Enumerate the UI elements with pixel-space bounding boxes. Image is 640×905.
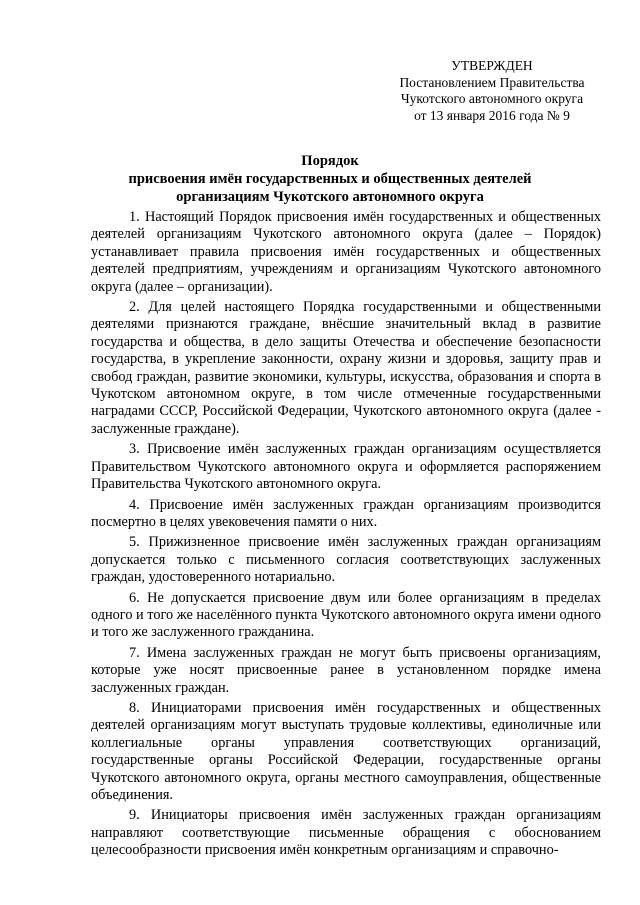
title-line-3: организациям Чукотского автономного округа <box>176 189 484 205</box>
paragraph-1: 1. Настоящий Порядок присвоения имён государственных и общественных деятелей организациям Чукотского автономного округа (далее – Порядок) устанавливает правила присвоения имён государственных и общественных деятелей предприятиям, учреждениям и организациям Чукотского автономного округа (далее – организации). <box>91 209 601 295</box>
paragraph-7: 7. Имена заслуженных граждан не могут быть присвоены организациям, которые уже носят присвоенные ранее в установленном порядке имена заслуженных граждан. <box>91 644 601 696</box>
paragraph-4: 4. Присвоение имён заслуженных граждан организациям производится посмертно в целях увековечения памяти о них. <box>91 496 601 530</box>
approval-stamp <box>392 58 592 124</box>
approval-authority: Чукотского автономного округа <box>400 91 584 106</box>
document-title <box>60 152 600 206</box>
paragraph-5: 5. Прижизненное присвоение имён заслуженных граждан организациям допускается только с письменного согласия соответствующих заслуженных граждан, удостоверенного нотариально. <box>91 534 601 586</box>
paragraph-3: 3. Присвоение имён заслуженных граждан организациям осуществляется Правительством Чукотского автономного округа и оформляется распоряжением Правительства Чукотского автономного округа. <box>91 441 601 493</box>
document-body <box>91 209 601 863</box>
paragraph-8: 8. Инициаторами присвоения имён государственных и общественных деятелей организациям могут выступать трудовые коллективы, единоличные или коллегиальные органы управления соответствующих организаций, государственные органы Российской Федерации, государственные органы Чукотского автономного округа, органы местного самоуправления, общественные объединения. <box>91 699 601 803</box>
approval-date-number: от 13 января 2016 года № 9 <box>414 107 570 123</box>
title-line-1: Порядок <box>301 153 359 169</box>
approval-heading: УТВЕРЖДЕН <box>451 58 533 73</box>
paragraph-2: 2. Для целей настоящего Порядка государственными и общественными деятелями признаются граждане, внёсшие значительный вклад в развитие государства и общества, в дело защиты Отечества и обеспечение безопасности государства, в укрепление законности, охрану жизни и здоровья, защиту прав и свобод граждан, развитие экономики, культуры, искусства, образования и спорта в Чукотском автономном округе, в том числе отмеченные государственными наградами СССР, Российской Федерации, Чукотского автономного округа (далее - заслуженные граждане). <box>91 299 601 437</box>
paragraph-9: 9. Инициаторы присвоения имён заслуженных граждан организациям направляют соответствующие письменные обращения с обоснованием целесообразности присвоения имён конкретным организациям и справочно- <box>91 807 601 859</box>
paragraph-6: 6. Не допускается присвоение двум или более организациям в пределах одного и того же населённого пункта Чукотского автономного округа имени одного и того же заслуженного гражданина. <box>91 589 601 641</box>
title-line-2: присвоения имён государственных и общественных деятелей <box>128 171 532 187</box>
approval-decree: Постановлением Правительства <box>399 74 585 90</box>
